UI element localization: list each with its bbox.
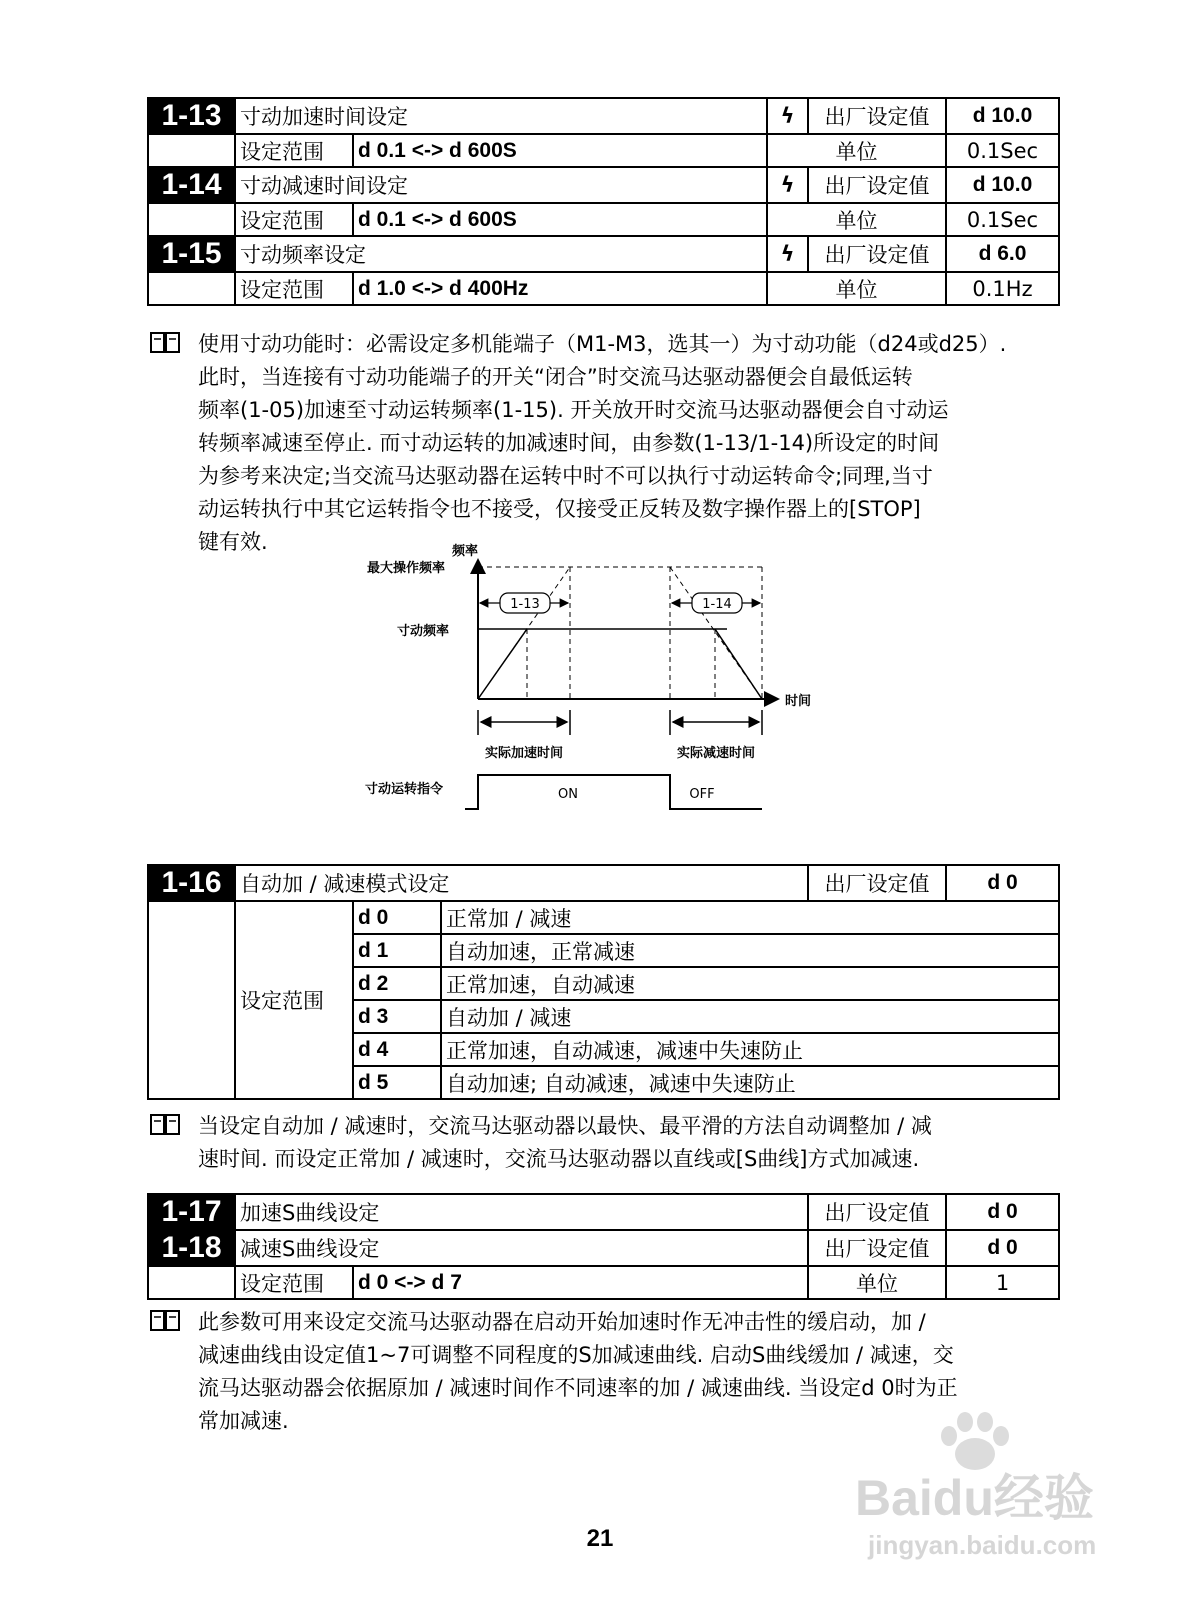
watermark-logo: Baidu经验 <box>855 1470 1094 1526</box>
note-line: 当设定自动加 / 减速时，交流马达驱动器以最快、最平滑的方法自动调整加 / 减 <box>198 1114 932 1138</box>
param-id: 1-17 <box>148 1194 235 1230</box>
param-table-auto-accel <box>147 864 1060 1100</box>
param-id: 1-18 <box>148 1230 235 1266</box>
range-label: 设定范围 <box>235 1266 353 1299</box>
jog-timing-diagram <box>360 535 860 840</box>
param-table-jog <box>147 97 1060 306</box>
option-desc: 正常加速，自动减速，减速中失速防止 <box>441 1033 1059 1066</box>
param-name: 减速S曲线设定 <box>235 1230 808 1266</box>
blank-cell <box>148 134 235 167</box>
note-auto-accel <box>150 1110 1070 1176</box>
blank-cell <box>148 901 235 1099</box>
y-axis-label: 频率 <box>452 544 479 559</box>
jog-freq-label: 寸动频率 <box>397 624 450 639</box>
blank-cell <box>148 272 235 305</box>
range-row-s-curve <box>148 1266 1059 1299</box>
option-code: d 2 <box>353 967 441 1000</box>
option-desc: 自动加速; 自动减速，减速中失速防止 <box>441 1066 1059 1099</box>
decel-ramp <box>715 629 762 699</box>
unit-value: 0.1Sec <box>946 203 1059 236</box>
range-value: d 0.1 <-> d 600S <box>353 203 767 236</box>
range-label: 设定范围 <box>235 901 353 1099</box>
on-label: ON <box>558 787 578 802</box>
run-modifiable-icon: ϟ <box>767 167 808 203</box>
param-row-1-17 <box>148 1194 1059 1230</box>
accel-ramp <box>478 629 527 699</box>
book-icon <box>150 1114 180 1136</box>
param-id: 1-15 <box>148 236 235 272</box>
unit-label: 单位 <box>767 203 946 236</box>
note-line: 为参考来决定;当交流马达驱动器在运转中时不可以执行寸动运转命令;同理,当寸 <box>198 464 933 488</box>
unit-label: 单位 <box>767 272 946 305</box>
note-line: 流马达驱动器会依据原加 / 减速时间作不同速率的加 / 减速曲线. 当设定d 0时为正 <box>198 1376 958 1400</box>
unit-value: 0.1Hz <box>946 272 1059 305</box>
factory-label: 出厂设定值 <box>808 98 946 134</box>
range-value: d 1.0 <-> d 400Hz <box>353 272 767 305</box>
option-code: d 0 <box>353 901 441 934</box>
run-modifiable-icon: ϟ <box>767 236 808 272</box>
unit-value: 1 <box>946 1266 1059 1299</box>
unit-value: 0.1Sec <box>946 134 1059 167</box>
param-table-s-curve <box>147 1193 1060 1300</box>
note-line: 动运转执行中其它运转指令也不接受，仅接受正反转及数字操作器上的[STOP] <box>198 497 921 521</box>
note-line: 减速曲线由设定值1~7可调整不同程度的S加减速曲线. 启动S曲线缓加 / 减速，交 <box>198 1343 954 1367</box>
blank-cell <box>148 1266 235 1299</box>
page-number: 21 <box>586 1525 614 1552</box>
param-name: 自动加 / 减速模式设定 <box>235 865 808 901</box>
param-row-1-18 <box>148 1230 1059 1266</box>
param-row-1-13 <box>148 98 1059 134</box>
param-name: 寸动减速时间设定 <box>235 167 767 203</box>
run-modifiable-icon: ϟ <box>767 98 808 134</box>
param-name: 寸动加速时间设定 <box>235 98 767 134</box>
command-signal <box>465 775 762 809</box>
book-icon <box>150 332 180 354</box>
factory-label: 出厂设定值 <box>808 1194 946 1230</box>
range-value: d 0.1 <-> d 600S <box>353 134 767 167</box>
param-id: 1-13 <box>148 98 235 134</box>
note-line: 使用寸动功能时：必需设定多机能端子（M1-M3，选其一）为寸动功能（d24或d25）. <box>198 332 1007 356</box>
option-code: d 5 <box>353 1066 441 1099</box>
off-label: OFF <box>689 787 715 802</box>
unit-label: 单位 <box>767 134 946 167</box>
option-desc: 正常加速，自动减速 <box>441 967 1059 1000</box>
factory-label: 出厂设定值 <box>808 1230 946 1266</box>
option-desc: 自动加速，正常减速 <box>441 934 1059 967</box>
param-name: 寸动频率设定 <box>235 236 767 272</box>
factory-value: d 6.0 <box>946 236 1059 272</box>
factory-value: d 0 <box>946 1194 1059 1230</box>
factory-label: 出厂设定值 <box>808 236 946 272</box>
param-id: 1-16 <box>148 865 235 901</box>
note-line: 转频率减速至停止. 而寸动运转的加减速时间，由参数(1-13/1-14)所设定的时间 <box>198 431 940 455</box>
range-label: 设定范围 <box>235 203 353 236</box>
option-code: d 1 <box>353 934 441 967</box>
note-line: 此时，当连接有寸动功能端子的开关“闭合”时交流马达驱动器便会自最低运转 <box>198 365 913 389</box>
max-freq-label: 最大操作频率 <box>367 561 446 576</box>
factory-label: 出厂设定值 <box>808 865 946 901</box>
factory-value: d 0 <box>946 1230 1059 1266</box>
range-row-1-13 <box>148 134 1059 167</box>
param-row-1-16 <box>148 865 1059 901</box>
actual-decel-label: 实际减速时间 <box>676 746 756 761</box>
note-line: 常加减速. <box>198 1409 289 1433</box>
note-s-curve <box>150 1306 1070 1438</box>
param-row-1-14 <box>148 167 1059 203</box>
unit-label: 单位 <box>808 1266 946 1299</box>
decel-tag: 1-14 <box>702 597 732 612</box>
option-row <box>148 901 1059 934</box>
factory-value: d 10.0 <box>946 98 1059 134</box>
actual-accel-label: 实际加速时间 <box>484 746 564 761</box>
option-code: d 3 <box>353 1000 441 1033</box>
note-line: 频率(1-05)加速至寸动运转频率(1-15). 开关放开时交流马达驱动器便会自寸动运 <box>198 398 949 422</box>
param-name: 加速S曲线设定 <box>235 1194 808 1230</box>
watermark-url: jingyan.baidu.com <box>868 1530 1097 1560</box>
range-label: 设定范围 <box>235 134 353 167</box>
factory-value: d 10.0 <box>946 167 1059 203</box>
range-value: d 0 <-> d 7 <box>353 1266 808 1299</box>
command-label: 寸动运转指令 <box>365 782 444 797</box>
option-code: d 4 <box>353 1033 441 1066</box>
note-line: 速时间. 而设定正常加 / 减速时，交流马达驱动器以直线或[S曲线]方式加减速. <box>198 1147 920 1171</box>
note-jog <box>150 328 1070 559</box>
note-line: 键有效. <box>198 530 268 554</box>
factory-value: d 0 <box>946 865 1059 901</box>
accel-tag: 1-13 <box>510 597 540 612</box>
range-row-1-15 <box>148 272 1059 305</box>
note-line: 此参数可用来设定交流马达驱动器在启动开始加速时作无冲击性的缓启动，加 / <box>198 1310 926 1334</box>
range-row-1-14 <box>148 203 1059 236</box>
range-label: 设定范围 <box>235 272 353 305</box>
param-row-1-15 <box>148 236 1059 272</box>
book-icon <box>150 1310 180 1332</box>
option-desc: 自动加 / 减速 <box>441 1000 1059 1033</box>
blank-cell <box>148 203 235 236</box>
param-id: 1-14 <box>148 167 235 203</box>
factory-label: 出厂设定值 <box>808 167 946 203</box>
x-axis-label: 时间 <box>785 694 812 709</box>
option-desc: 正常加 / 减速 <box>441 901 1059 934</box>
